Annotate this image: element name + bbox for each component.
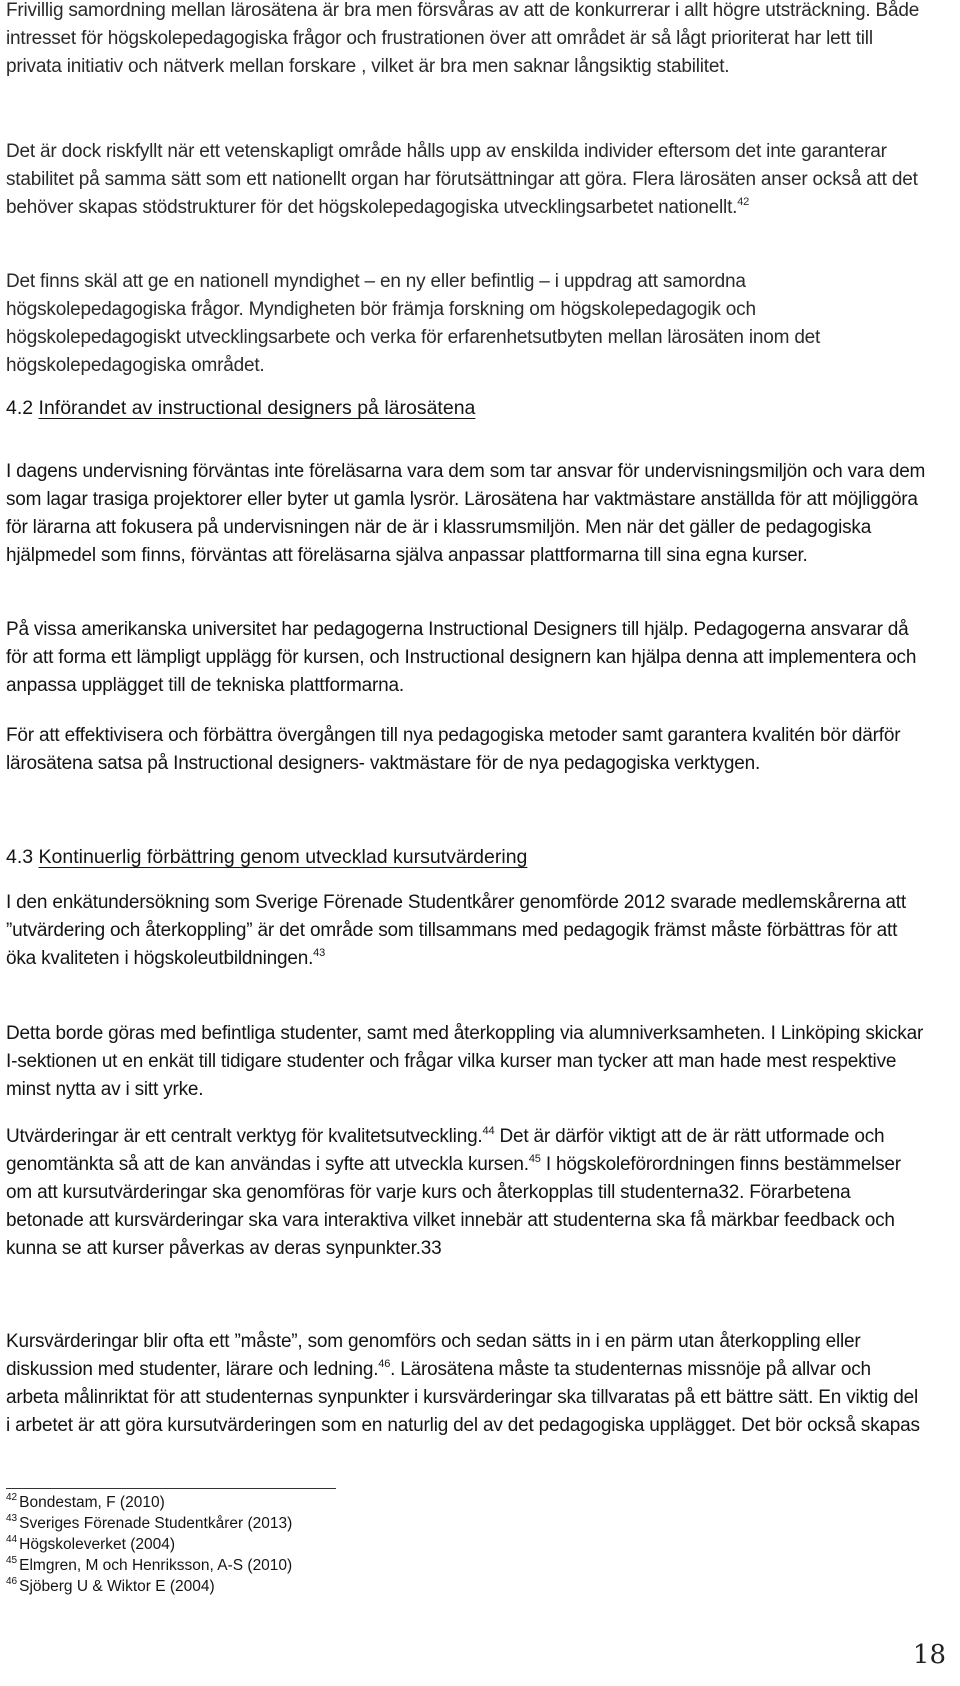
paragraph-text: . Lärosätena måste ta studenternas missnöje på allvar och arbeta målinriktat för att studenternas synpunkter i kursvärderingar ska tillvaratas på ett bättre sätt. En viktig del i arbetet är att göra kursutvärderingen som en naturlig del av det pedagogiska upplägget. Det bör också skapas [6, 1359, 920, 1436]
section-number: 4.2 [6, 397, 34, 419]
section-heading-4-3 [6, 843, 527, 871]
paragraph [6, 138, 926, 222]
paragraph [6, 0, 926, 81]
paragraph-text: Detta borde göras med befintliga studenter, samt med återkoppling via alumniverksamheten. I Linköping skickar I-sektionen ut en enkät till tidigare studenter och frågar vilka kurser man tycker att man hade mest respektive minst nytta av i sitt yrke. [6, 1023, 924, 1100]
footnote-list [6, 1492, 292, 1597]
paragraph-text: För att effektivisera och förbättra övergången till nya pedagogiska metoder samt garantera kvalitén bör därför lärosätena satsa på Instructional designers- vaktmästare för de nya pedagogiska verktygen. [6, 725, 901, 774]
paragraph [6, 1020, 926, 1104]
footnote-text: Elmgren, M och Henriksson, A-S (2010) [19, 1557, 293, 1574]
paragraph-text: Kursvärderingar blir ofta ett ”måste”, som genomförs och sedan sätts in i en pärm utan återkoppling eller diskussion med studenter, lärare och ledning. [6, 1331, 861, 1380]
footnote-ref: 45 [528, 1152, 541, 1165]
footnote-number: 46 [6, 1576, 18, 1587]
footnote-text: Bondestam, F (2010) [19, 1494, 165, 1511]
footnote-ref: 42 [737, 195, 750, 208]
paragraph-text: I dagens undervisning förväntas inte föreläsarna vara dem som tar ansvar för undervisningsmiljön och vara dem som lagar trasiga projektorer eller byter ut gamla lysrör. Lärosätena har vaktmästare anställda för att möjliggöra för lärarna att fokusera på undervisningen när de är i klassrumsmiljön. Men när det gäller de pedagogiska hjälpmedel som finns, förväntas att föreläsarna själva anpassar plattformarna till sina egna kurser. [6, 461, 926, 566]
footnote [6, 1513, 292, 1534]
footnote-text: Sjöberg U & Wiktor E (2004) [19, 1578, 215, 1595]
footnote-text: Sveriges Förenade Studentkårer (2013) [19, 1515, 293, 1532]
footnote-ref: 43 [313, 946, 326, 959]
paragraph [6, 1328, 926, 1440]
paragraph-text: I högskoleförordningen finns bestämmelser om att kursutvärderingar ska genomföras för varje kurs och återkopplas till studenterna32. Förarbetena betonade att kursvärderingar ska vara interaktiva vilket innebär att studenterna ska få märkbar feedback och kunna se att kurser påverkas av deras synpunkter.33 [6, 1154, 901, 1259]
paragraph-text: Frivillig samordning mellan lärosätena är bra men försvåras av att de konkurrerar i allt högre utsträckning. Både intresset för högskolepedagogiska frågor och frustrationen över att området är så lågt prioriterat har lett till privata initiativ och nätverk mellan forskare , vilket är bra men saknar långsiktig stabilitet. [6, 0, 920, 77]
footnote-divider [6, 1488, 336, 1489]
footnote-number: 42 [6, 1492, 18, 1503]
section-heading-4-2 [6, 394, 475, 422]
section-title: Införandet av instructional designers på lärosätena [38, 397, 476, 419]
paragraph-text: Det är dock riskfyllt när ett vetenskapligt område hålls upp av enskilda individer eftersom det inte garanterar stabilitet på samma sätt som ett nationellt organ har förutsättningar att göra. Flera lärosäten anser också att det behöver skapas stödstrukturer för det högskolepedagogiska utvecklingsarbetet nationellt. [6, 141, 918, 218]
footnote-ref: 46 [378, 1357, 391, 1370]
footnote [6, 1555, 292, 1576]
paragraph [6, 458, 926, 570]
paragraph-text: På vissa amerikanska universitet har pedagogerna Instructional Designers till hjälp. Pedagogerna ansvarar då för att forma ett lämpligt upplägg för kursen, och Instructional designern kan hjälpa denna att implementera och anpassa upplägget till de tekniska plattformarna. [6, 619, 917, 696]
paragraph-text: I den enkätundersökning som Sverige Förenade Studentkårer genomförde 2012 svarade medlemskårerna att ”utvärdering och återkoppling” är det område som tillsammans med pedagogik främst måste förbättras för att öka kvaliteten i högskoleutbildningen. [6, 892, 906, 969]
footnote-text: Högskoleverket (2004) [19, 1536, 176, 1553]
footnote-number: 45 [6, 1555, 18, 1566]
footnote-number: 43 [6, 1513, 18, 1524]
paragraph [6, 722, 926, 778]
paragraph-text: Det är därför viktigt att de är rätt utformade och genomtänkta så att de kan användas i syfte att utveckla kursen. [6, 1126, 885, 1175]
paragraph-text: Det finns skäl att ge en nationell myndighet – en ny eller befintlig – i uppdrag att samordna högskolepedagogiska frågor. Myndigheten bör främja forskning om högskolepedagogik och högskolepedagogiskt utvecklingsarbete och verka för erfarenhetsutbyten mellan lärosäten inom det högskolepedagogiska området. [6, 271, 821, 376]
footnote [6, 1576, 292, 1597]
paragraph-text: Utvärderingar är ett centralt verktyg för kvalitetsutveckling. [6, 1126, 483, 1147]
paragraph [6, 889, 926, 973]
paragraph [6, 616, 926, 700]
footnote [6, 1534, 292, 1555]
page-number: 18 [912, 1640, 946, 1670]
paragraph [6, 268, 926, 380]
footnote-number: 44 [6, 1534, 18, 1545]
section-number: 4.3 [6, 846, 34, 868]
section-title: Kontinuerlig förbättring genom utvecklad kursutvärdering [38, 846, 528, 868]
footnote-ref: 44 [482, 1124, 495, 1137]
paragraph [6, 1123, 926, 1263]
footnote [6, 1492, 292, 1513]
